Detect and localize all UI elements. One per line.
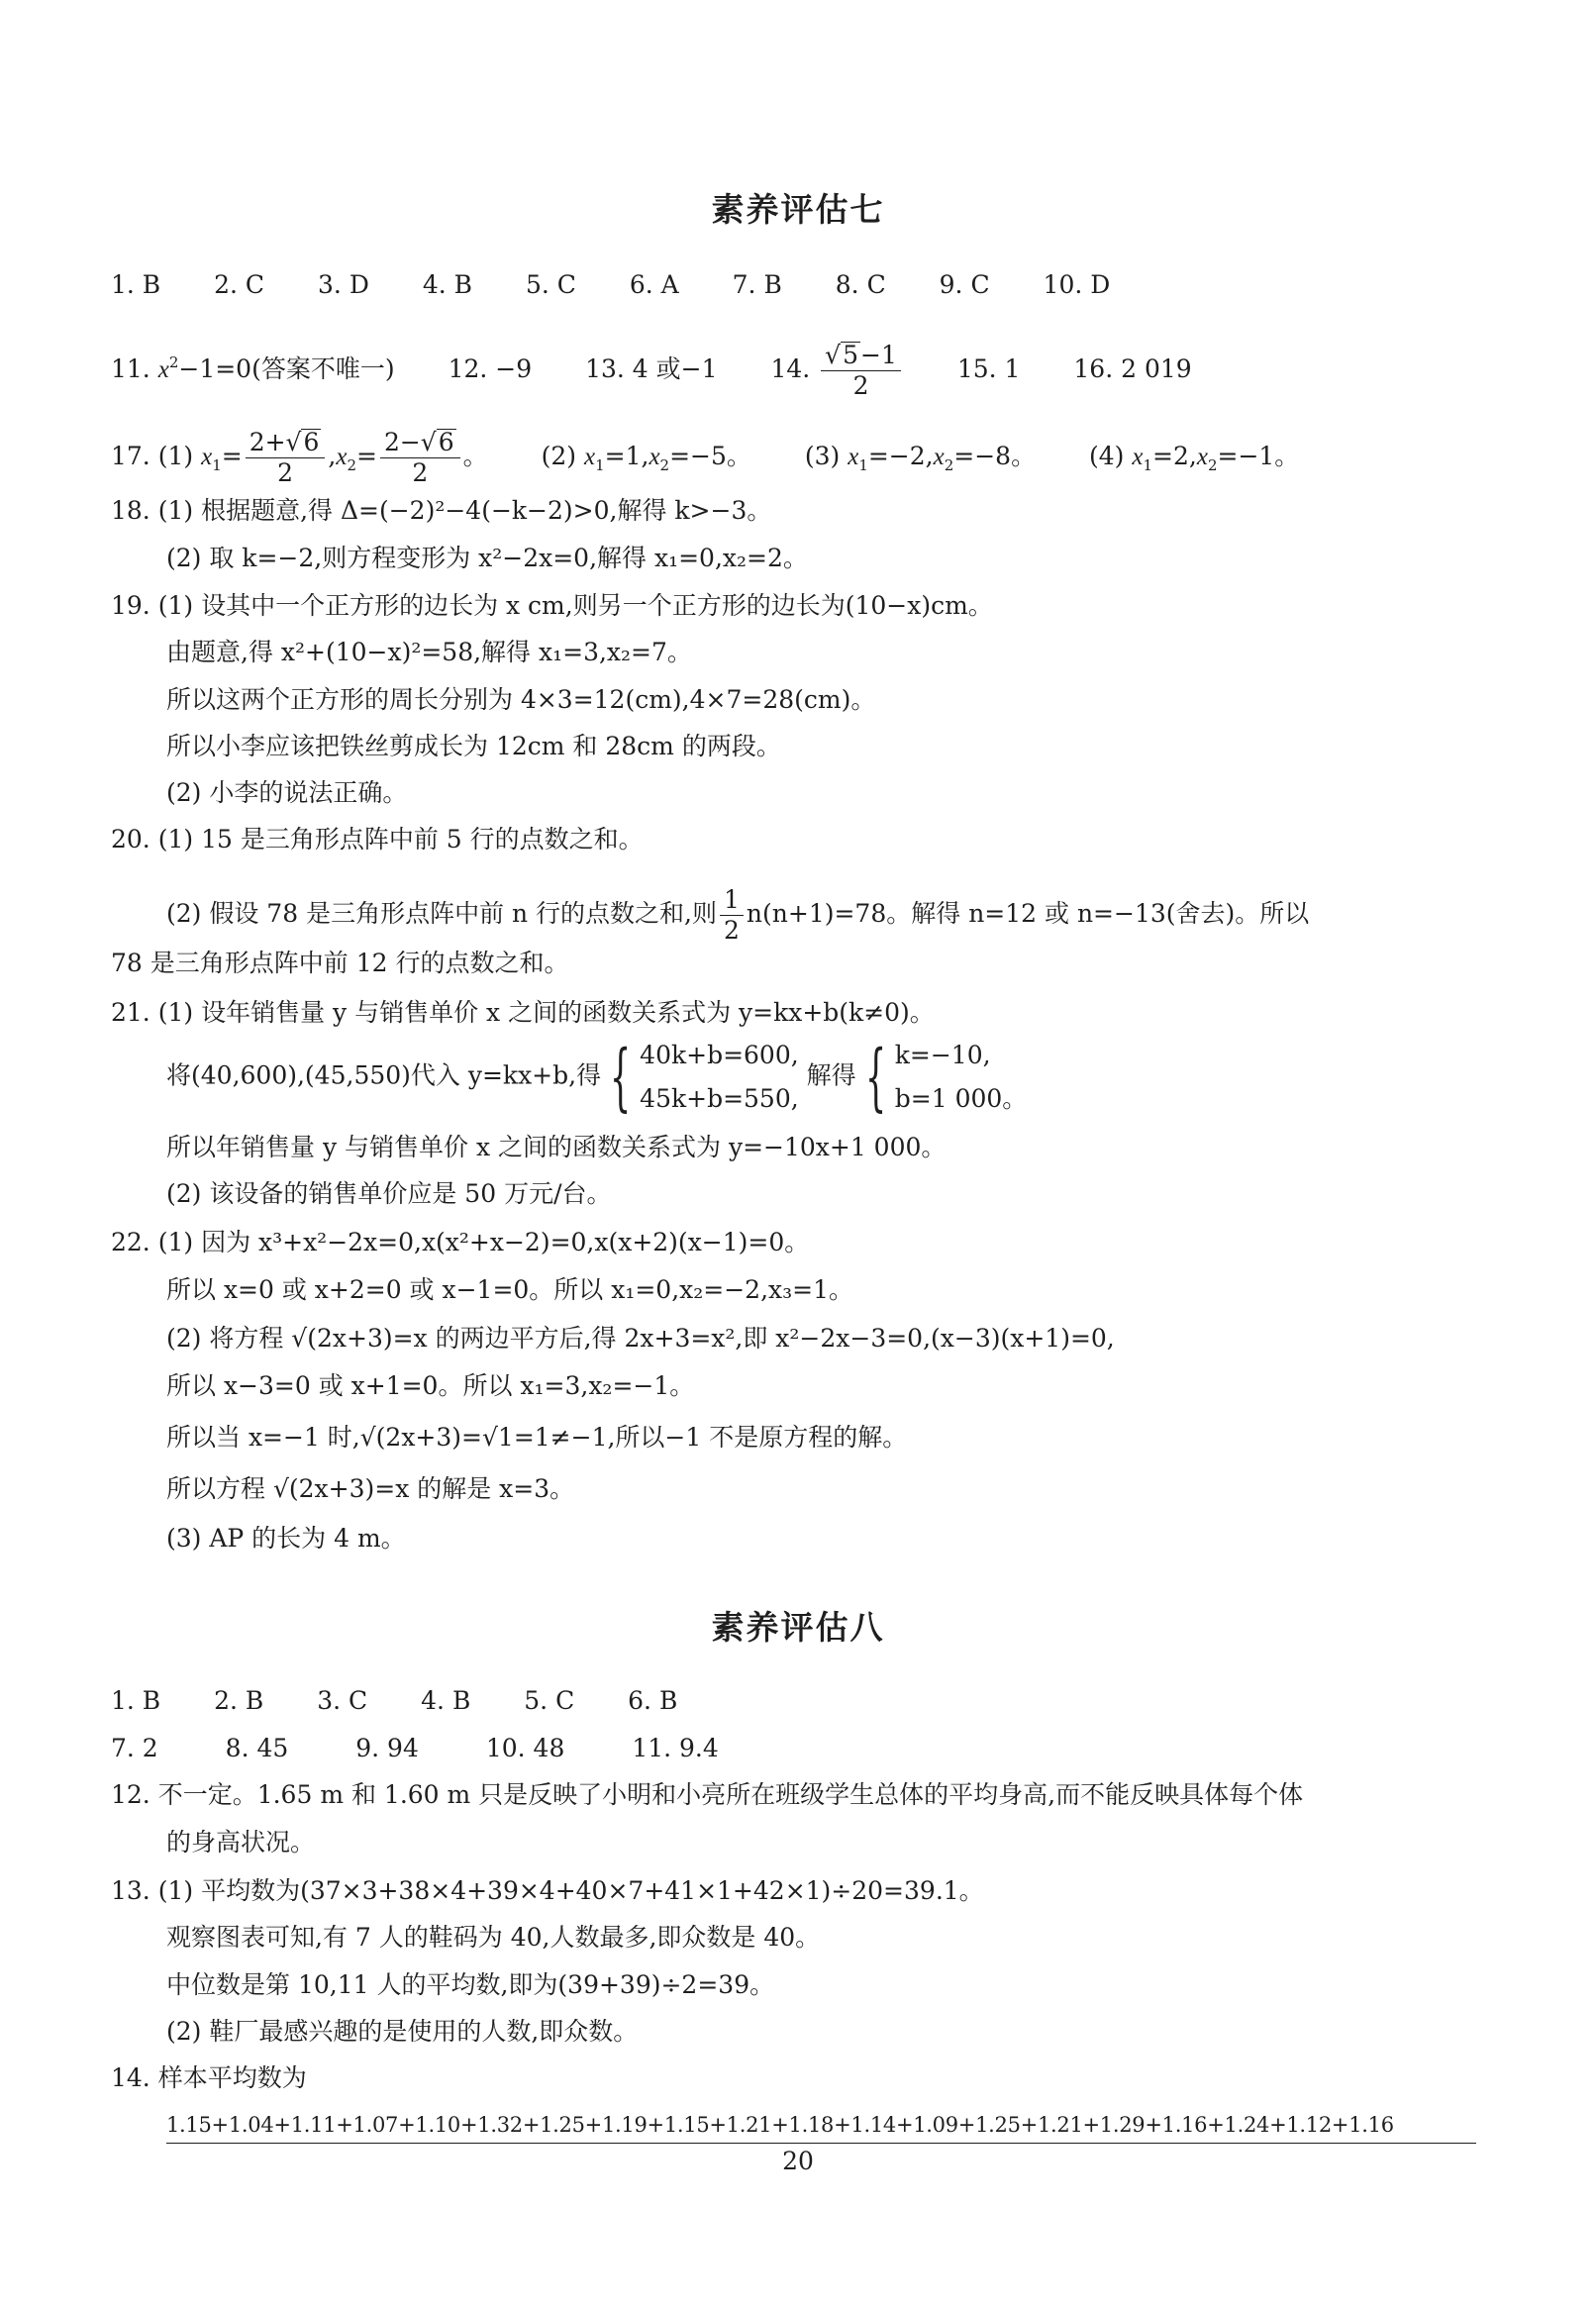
q22-line4: 所以 x−3=0 或 x+1=0。所以 x₁=3,x₂=−1。 — [166, 1371, 695, 1400]
answer-10: 10. D — [1043, 270, 1111, 299]
q22-part3: (3) AP 的长为 4 m。 — [166, 1524, 406, 1553]
s7-multiple-choice-answers — [111, 269, 1110, 301]
q12-line2: 的身高状况。 — [166, 1828, 316, 1856]
section-title-8: 素养评估八 — [711, 1608, 885, 1647]
answer-3: 3. D — [318, 270, 369, 299]
answer-3: 3. C — [317, 1686, 368, 1715]
answer-8: 8. C — [835, 270, 886, 299]
s8-fill-answers — [111, 1733, 719, 1764]
s8-multiple-choice-answers — [111, 1685, 677, 1717]
q14-numerator: 1.15+1.04+1.11+1.07+1.10+1.32+1.25+1.19+1.15+1.21+1.18+1.14+1.09+1.25+1.21+1.29+1.16+1.24+1.12+1.16 — [166, 2113, 1394, 2137]
q20-part2: (2) 假设 78 是三角形点阵中前 n 行的点数之和,则 $\frac{1}{2}$ n(n+1)=78。解得 n=12 或 n=−13(舍去)。所以 — [166, 885, 1310, 945]
answer-5: 5. C — [525, 270, 576, 299]
q15-answer: 15. 1 — [956, 354, 1021, 383]
q19-line3: 所以这两个正方形的周长分别为 4×3=12(cm),4×7=28(cm)。 — [166, 685, 876, 714]
answer-4: 4. B — [422, 270, 472, 299]
q20-part1: 20. (1) 15 是三角形点阵中前 5 行的点数之和。 — [111, 825, 644, 853]
page-number: 20 — [782, 2147, 814, 2175]
q19-part2: (2) 小李的说法正确。 — [166, 778, 408, 807]
q19-part1: 19. (1) 设其中一个正方形的边长为 x cm,则另一个正方形的边长为(10−x)cm。 — [111, 591, 993, 620]
q21-part1: 21. (1) 设年销售量 y 与销售单价 x 之间的函数关系式为 y=kx+b(k≠0)。 — [111, 998, 935, 1027]
q14-fraction: $\frac{√5-1}{2}$ — [821, 341, 901, 401]
q19-line4: 所以小李应该把铁丝剪成长为 12cm 和 28cm 的两段。 — [166, 732, 781, 760]
answer-8: 8. 45 — [225, 1734, 289, 1762]
q11-number: 11. — [111, 354, 150, 383]
q21-part2: (2) 该设备的销售单价应是 50 万元/台。 — [166, 1179, 612, 1208]
answer-11: 11. 9.4 — [632, 1734, 719, 1762]
q13-part2: (2) 鞋厂最感兴趣的是使用的人数,即众数。 — [166, 2017, 639, 2046]
q14-number: 14. — [770, 354, 811, 383]
section-title-7: 素养评估七 — [711, 190, 885, 229]
q12-line1: 12. 不一定。1.65 m 和 1.60 m 只是反映了小明和小亮所在班级学生总体的平均身高,而不能反映具体每个体 — [111, 1780, 1304, 1809]
q13-line2: 观察图表可知,有 7 人的鞋码为 40,人数最多,即众数是 40。 — [166, 1923, 821, 1952]
answer-2: 2. C — [214, 270, 265, 299]
q22-line6: 所以方程 √(2x+3)=x 的解是 x=3。 — [166, 1474, 575, 1503]
answer-9: 9. C — [939, 270, 990, 299]
answer-6: 6. A — [629, 270, 679, 299]
q13-answer: 13. 4 或−1 — [585, 354, 718, 383]
q14-fraction-bar — [166, 2143, 1476, 2144]
answer-1: 1. B — [111, 270, 161, 299]
q21-system: 将(40,600),(45,550)代入 y=kx+b,得 { 40k+b=600, 45k+b=550, 解得 { k=−10, b=1 000。 — [166, 1035, 1028, 1120]
q12-answer: 12. −9 — [448, 354, 533, 383]
q13-line3: 中位数是第 10,11 人的平均数,即为(39+39)÷2=39。 — [166, 1970, 775, 1999]
answer-2: 2. B — [214, 1686, 264, 1715]
answer-10: 10. 48 — [485, 1734, 565, 1762]
q17-number: 17. — [111, 442, 150, 470]
answer-5: 5. C — [524, 1686, 575, 1715]
q22-line2: 所以 x=0 或 x+2=0 或 x−1=0。所以 x₁=0,x₂=−2,x₃=1。 — [166, 1275, 854, 1304]
q17-answer: 17. (1) $x_1=$ $\frac{2+√6}{2}$ $,x_2=$ $\frac{2-√6}{2}$ 。 (2) $x_1=1,x_2=-5$。 (3) $x_1=-2,x_2=-8$。 (4) $x_1=2,x_2=-1$。 — [111, 428, 1300, 487]
answer-7: 7. B — [732, 270, 782, 299]
q22-line5: 所以当 x=−1 时,√(2x+3)=√1=1≠−1,所以−1 不是原方程的解。 — [166, 1423, 908, 1452]
q19-line2: 由题意,得 x²+(10−x)²=58,解得 x₁=3,x₂=7。 — [166, 638, 692, 666]
answer-4: 4. B — [421, 1686, 471, 1715]
q11-note: (答案不唯一) — [251, 354, 395, 383]
q16-answer: 16. 2 019 — [1073, 354, 1192, 383]
q20-line3: 78 是三角形点阵中前 12 行的点数之和。 — [111, 949, 569, 977]
answer-6: 6. B — [628, 1686, 678, 1715]
answer-9: 9. 94 — [355, 1734, 419, 1762]
s7-fill-answers — [111, 341, 1192, 401]
q18-part1: 18. (1) 根据题意,得 Δ=(−2)²−4(−k−2)>0,解得 k>−3。 — [111, 496, 772, 525]
q11-equation: $x^2-1=0$ — [157, 353, 252, 383]
q21-line3: 所以年销售量 y 与销售单价 x 之间的函数关系式为 y=−10x+1 000。 — [166, 1133, 947, 1161]
answer-7: 7. 2 — [111, 1734, 158, 1762]
q22-part2: (2) 将方程 √(2x+3)=x 的两边平方后,得 2x+3=x²,即 x²−2x−3=0,(x−3)(x+1)=0, — [166, 1324, 1115, 1353]
q14-line1: 14. 样本平均数为 — [111, 2063, 307, 2092]
q18-part2: (2) 取 k=−2,则方程变形为 x²−2x=0,解得 x₁=0,x₂=2。 — [166, 544, 808, 572]
q13-part1: 13. (1) 平均数为(37×3+38×4+39×4+40×7+41×1+42×1)÷20=39.1。 — [111, 1876, 984, 1905]
q22-part1: 22. (1) 因为 x³+x²−2x=0,x(x²+x−2)=0,x(x+2)(x−1)=0。 — [111, 1228, 810, 1256]
answer-1: 1. B — [111, 1686, 161, 1715]
